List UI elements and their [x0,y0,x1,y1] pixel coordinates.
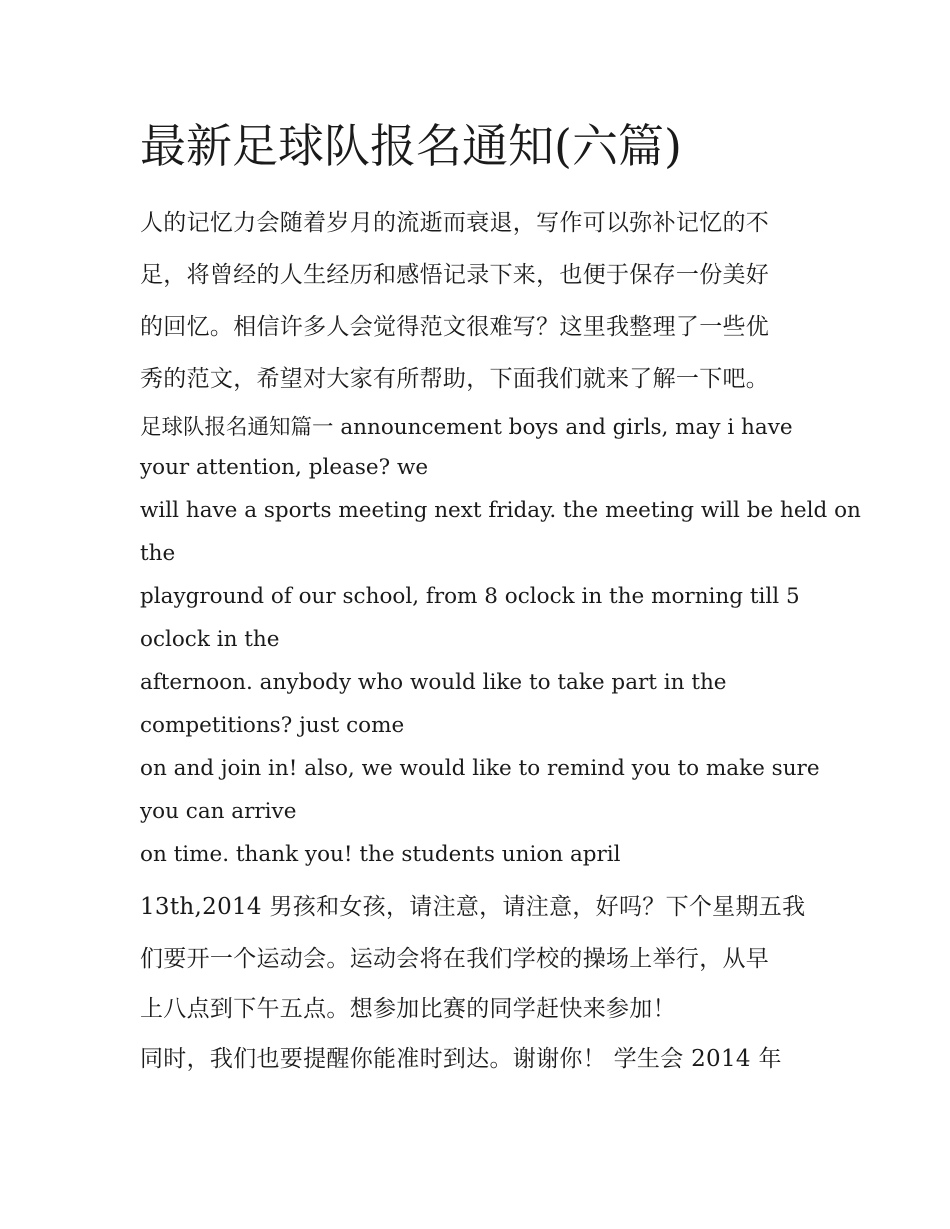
body-line: will have a sports meeting next friday. the meeting will be held on [140,498,861,523]
body-line: 秀的范文，希望对大家有所帮助，下面我们就来了解一下吧。 [140,366,770,392]
body-line: on time. thank you! the students union april [140,842,621,867]
document-title: 最新足球队报名通知(六篇) [140,119,682,173]
body-line: playground of our school, from 8 oclock in the morning till 5 [140,584,800,609]
body-line: oclock in the [140,627,280,652]
body-line: 们要开一个运动会。运动会将在我们学校的操场上举行，从早 [140,946,770,972]
body-line: on and join in! also, we would like to remind you to make sure [140,756,820,781]
body-line: afternoon. anybody who would like to take part in the [140,670,727,695]
body-line: competitions? just come [140,713,405,738]
body-line: 上八点到下午五点。想参加比赛的同学赶快来参加！ [140,996,676,1022]
body-line: 足球队报名通知篇一 announcement boys and girls, may i have [140,415,793,440]
body-line: 的回忆。相信许多人会觉得范文很难写？这里我整理了一些优 [140,314,770,340]
body-line: the [140,541,176,566]
body-line: 足，将曾经的人生经历和感悟记录下来，也便于保存一份美好 [140,262,770,288]
body-line: you can arrive [140,799,297,824]
body-line: 13th,2014 男孩和女孩，请注意，请注意，好吗？下个星期五我 [140,894,806,920]
body-line: your attention, please? we [140,455,429,480]
body-line: 同时，我们也要提醒你能准时到达。谢谢你！ 学生会 2014 年 [140,1046,782,1072]
body-line: 人的记忆力会随着岁月的流逝而衰退，写作可以弥补记忆的不 [140,210,770,236]
